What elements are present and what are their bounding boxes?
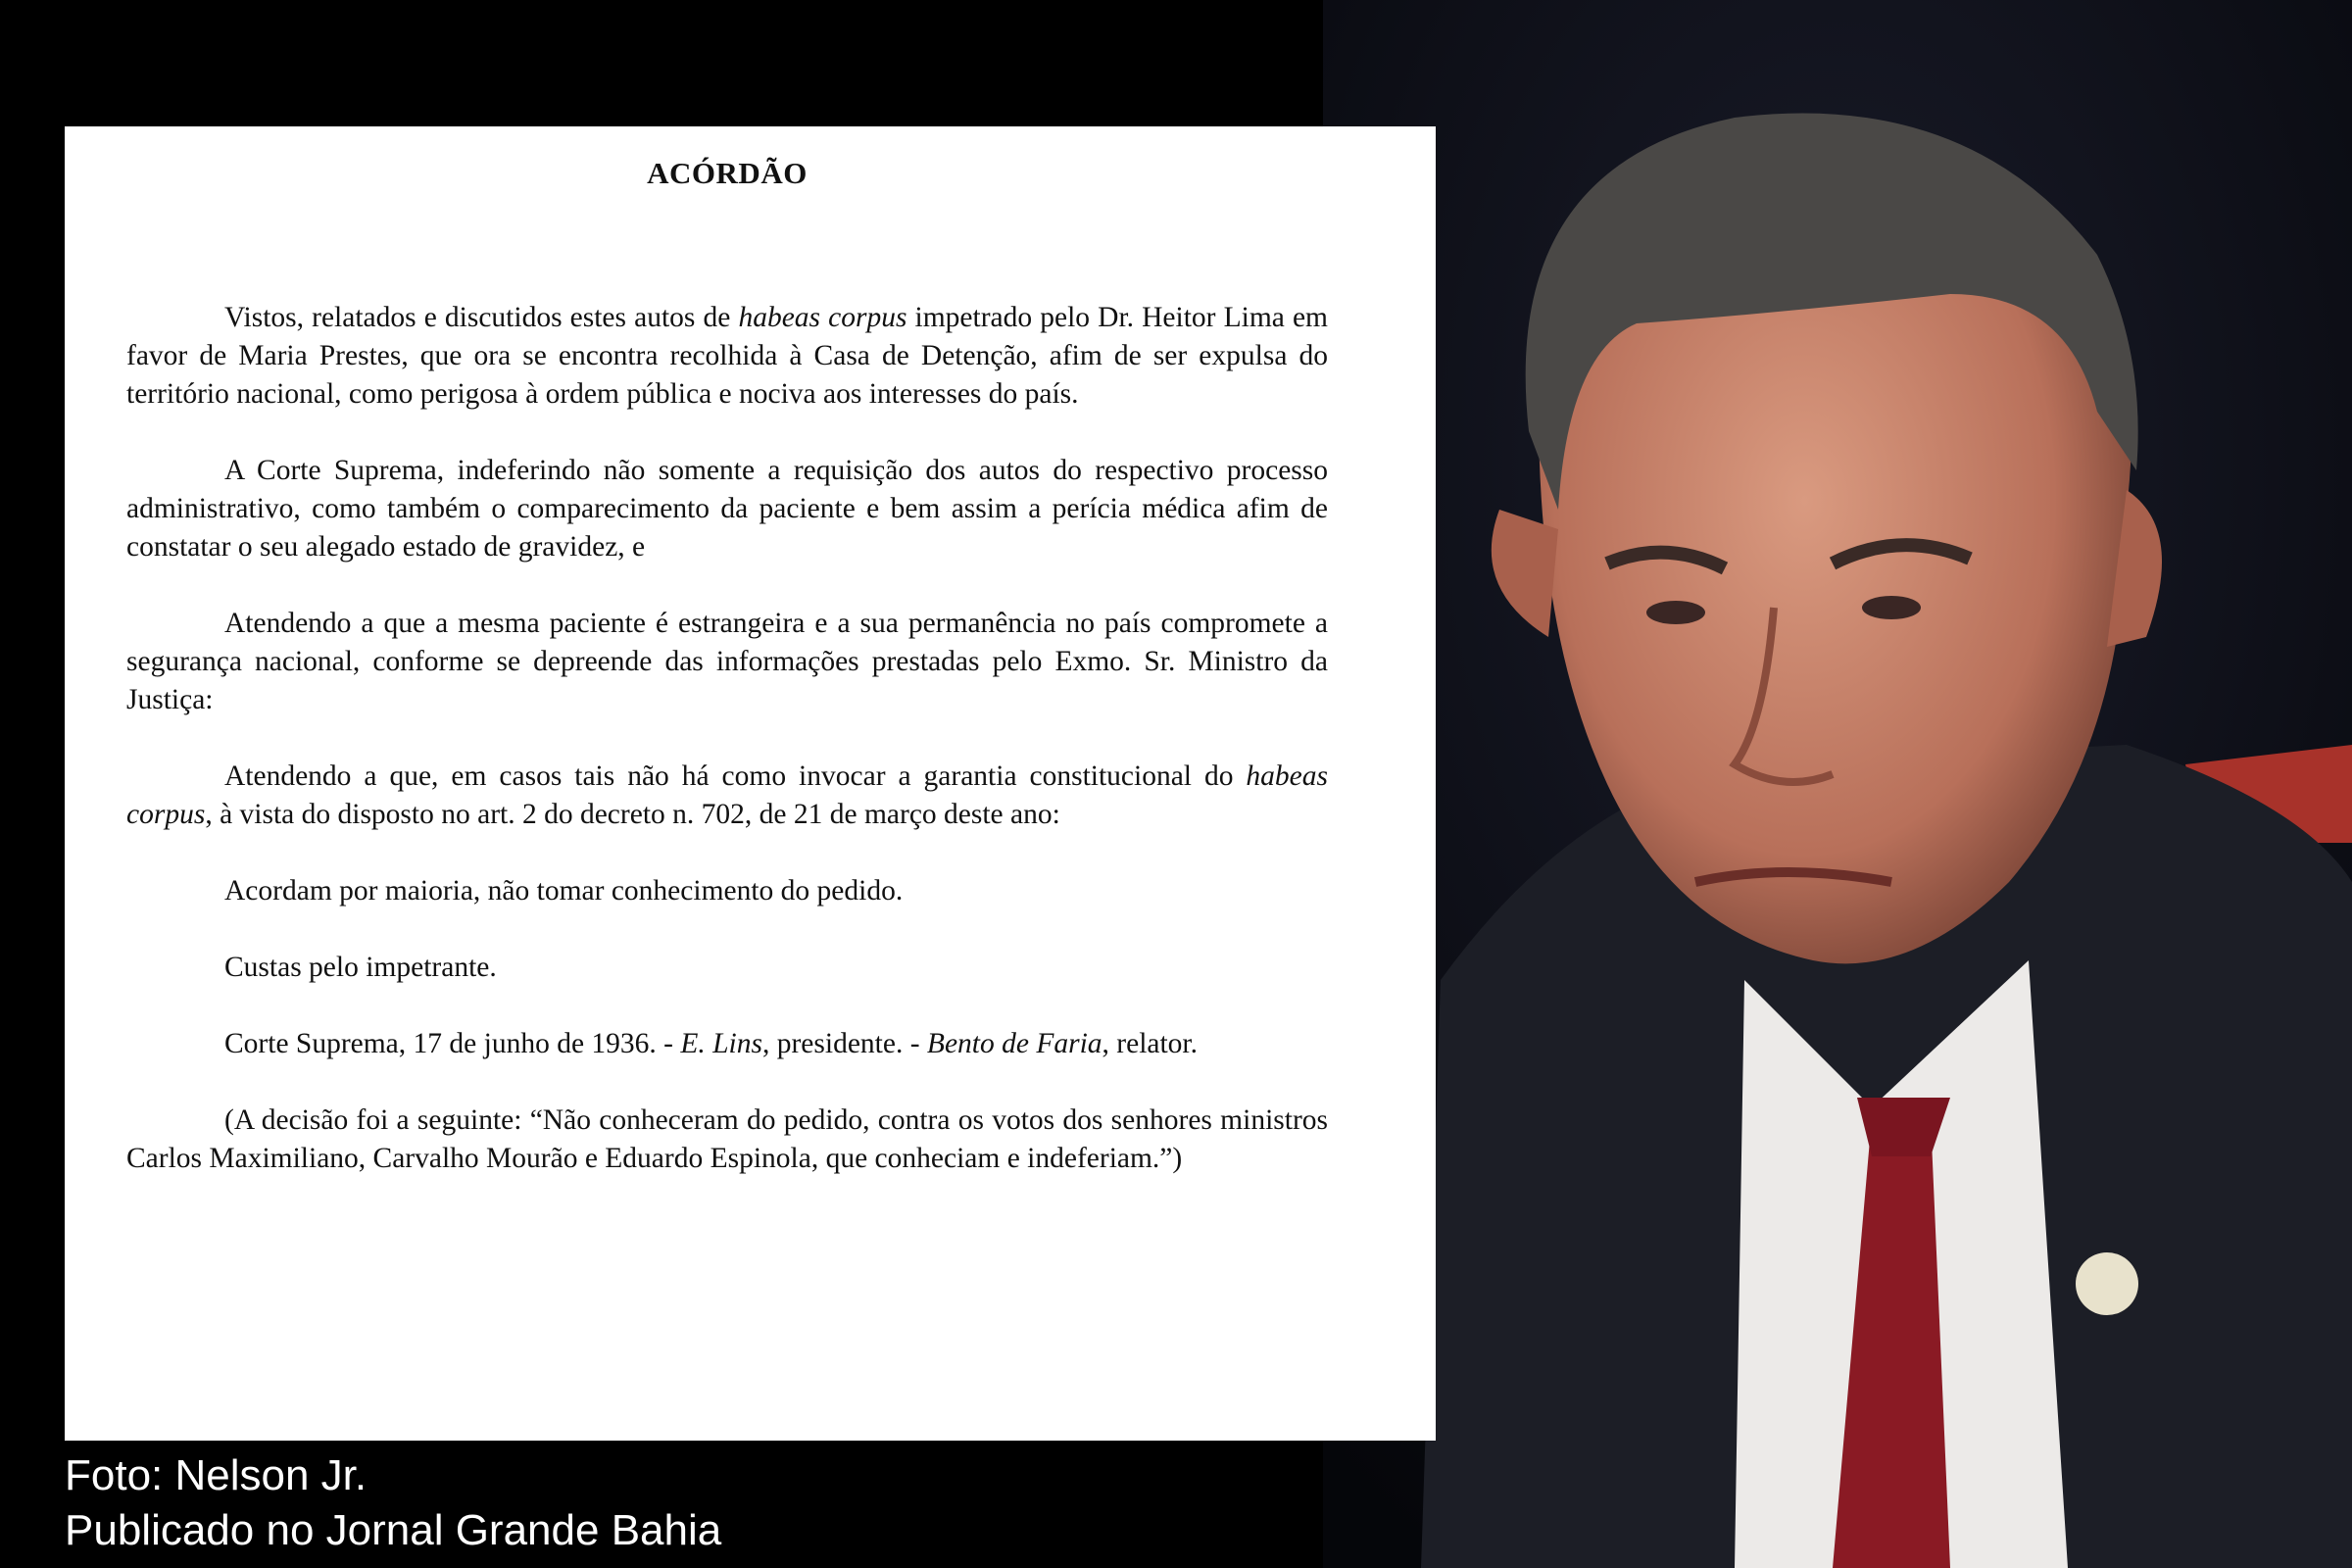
italic-run: habeas corpus xyxy=(738,302,907,333)
text-run: Atendendo a que a mesma paciente é estrangeira e a sua permanência no país compromete a segurança nacional, conforme se depreende das informações prestadas pelo Exmo. Sr. Ministro da Justiça: xyxy=(126,608,1328,715)
document-title: ACÓRDÃO xyxy=(647,156,808,190)
text-run: (A decisão foi a seguinte: “Não conheceram do pedido, contra os votos dos senhores ministros Carlos Maximiliano, Carvalho Mourão e Eduardo Espinola, que conheciam e indeferiam.”) xyxy=(126,1104,1328,1174)
italic-run: E. Lins xyxy=(680,1028,762,1059)
portrait-illustration xyxy=(1323,0,2352,1568)
text-run: Vistos, relatados e discutidos estes autos de xyxy=(224,302,739,333)
italic-run: habeas corpus xyxy=(126,760,1328,830)
publication-credit: Publicado no Jornal Grande Bahia xyxy=(65,1506,722,1554)
photo-credit: Foto: Nelson Jr. xyxy=(65,1451,368,1499)
paragraph-1 xyxy=(126,299,1328,414)
lapel-pin xyxy=(2076,1252,2138,1315)
text-run: A Corte Suprema, indeferindo não somente a requisição dos autos do respectivo processo administrativo, como também o comparecimento da paciente e bem assim a perícia médica afim de constatar o seu alegado estado de gravidez, e xyxy=(126,455,1328,563)
document-page xyxy=(65,126,1436,1441)
paragraph-2 xyxy=(126,452,1328,566)
text-run: impetrado pelo Dr. Heitor Lima em favor de Maria Prestes, que ora se encontra recolhida à Casa de Detenção, afim de ser expulsa do território nacional, como perigosa à ordem pública e nociva aos interesses do país. xyxy=(126,302,1329,410)
text-run: Custas pelo impetrante. xyxy=(224,952,497,983)
paragraph-3 xyxy=(126,605,1328,719)
text-run: , à vista do disposto no art. 2 do decreto n. 702, de 21 de março deste ano: xyxy=(205,799,1060,830)
portrait-photo xyxy=(1323,0,2352,1568)
text-run: Acordam por maioria, não tomar conhecimento do pedido. xyxy=(224,875,904,906)
paragraph-8 xyxy=(126,1102,1328,1178)
paragraph-7 xyxy=(126,1025,1328,1063)
paragraph-4 xyxy=(126,758,1328,834)
text-run: , relator. xyxy=(1102,1028,1199,1059)
text-run: Atendendo a que, em casos tais não há como invocar a garantia constitucional do xyxy=(224,760,1247,792)
paragraph-5 xyxy=(126,872,1328,910)
italic-run: Bento de Faria xyxy=(926,1028,1102,1059)
text-run: , presidente. - xyxy=(761,1028,927,1059)
text-run: Corte Suprema, 17 de junho de 1936. - xyxy=(224,1028,681,1059)
paragraph-6 xyxy=(126,949,1328,987)
